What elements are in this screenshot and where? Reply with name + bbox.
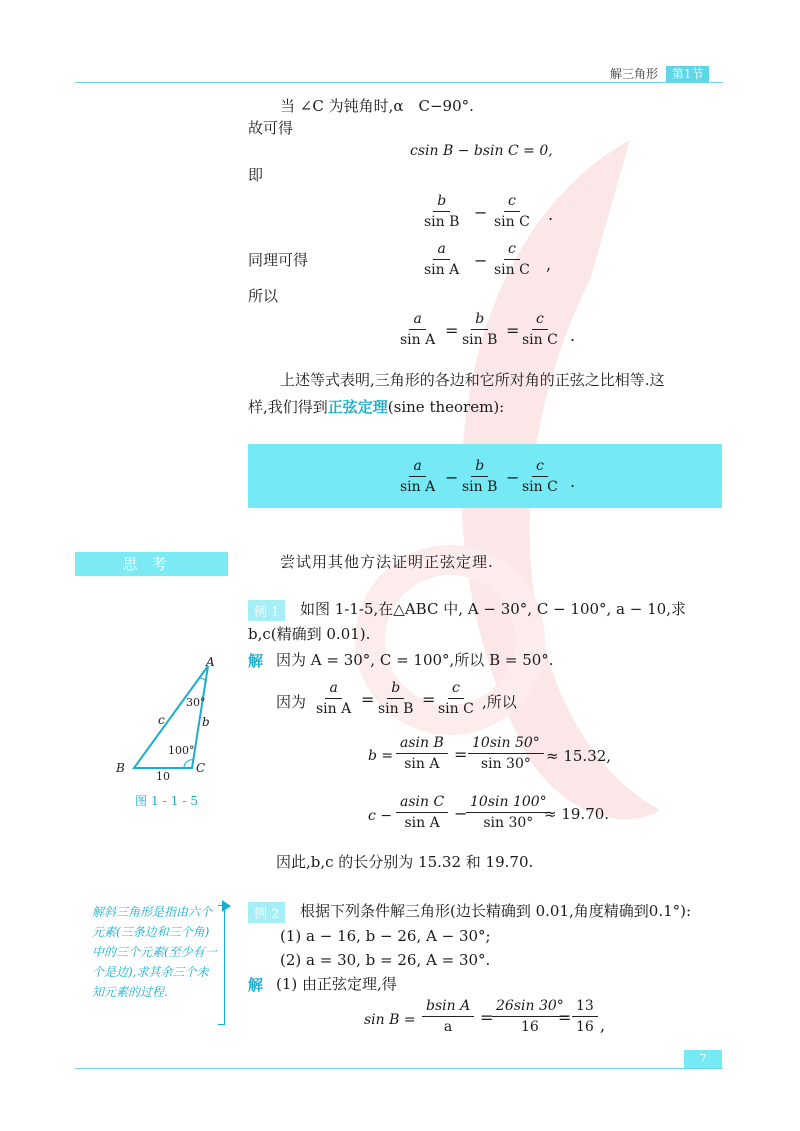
equals-sign: = xyxy=(361,690,375,709)
fraction-13-16: $\frac{13}{16}$ xyxy=(572,998,598,1035)
note-bracket xyxy=(218,905,225,1025)
example-1-label: 例 1 xyxy=(248,600,285,621)
obtuse-angle-line: 当 ∠C 为钝角时,α C−90°. xyxy=(280,97,474,115)
fraction-c-sinC: $\frac{c}{\text{sin C}}$ xyxy=(494,193,530,230)
since-text: 因为 xyxy=(276,693,307,711)
fraction-a-sinA: $\frac{a}{\text{sin A}}$ xyxy=(316,680,352,717)
fraction-26sin30-16: $\frac{26\sin 30^\circ}{16}$ xyxy=(492,998,568,1035)
period: . xyxy=(570,326,576,345)
minus-sign: − xyxy=(506,468,520,487)
fraction-asinC-sinA: $\frac{\text{asin C}}{\text{sin A}}$ xyxy=(396,794,448,831)
period: , xyxy=(600,1016,606,1035)
fraction-bsinA-a: $\frac{\text{bsin A}}{a}$ xyxy=(422,998,474,1035)
example-1-line-1: 如图 1-1-5,在△ABC 中, A − 30°, C − 100°, a − 10,求 xyxy=(300,600,686,618)
b-lhs: b = xyxy=(368,748,394,764)
fraction-c-sinC: $\frac{c}{\text{sin C}}$ xyxy=(522,458,558,495)
equation-csin: csin B − bsin C = 0, xyxy=(410,143,553,159)
side-a-label: 10 xyxy=(156,770,170,783)
comma: , xyxy=(546,255,552,274)
solution-marker: 解 xyxy=(248,652,264,670)
c-lhs: c − xyxy=(368,808,393,824)
header-rule xyxy=(75,82,723,83)
equals-sign: = xyxy=(445,321,459,340)
minus-sign: − xyxy=(445,468,459,487)
period: . xyxy=(570,472,576,491)
fraction-c-sinC: $\frac{c}{\text{sin C}}$ xyxy=(438,680,474,717)
b-result: ≈ 15.32, xyxy=(546,747,612,765)
fraction-10sin100-sin30: $\frac{10\sin 100^\circ}{\sin 30^\circ}$ xyxy=(466,794,551,831)
condition-2: (2) a = 30, b = 26, A = 30°. xyxy=(280,951,491,969)
period: . xyxy=(548,205,554,224)
minus-sign: − xyxy=(454,804,468,823)
vertex-c-label: C xyxy=(196,761,206,775)
minus-sign: − xyxy=(474,203,488,222)
think-prompt: 尝试用其他方法证明正弦定理. xyxy=(280,553,494,571)
conclusion-line-2: 样,我们得到正弦定理(sine theorem): xyxy=(248,398,505,416)
margin-note: 解斜三角形是指由六个元素(三条边和三个角)中的三个元素(至少有一个是边),求其余三个未知元素的过程. xyxy=(92,905,217,999)
equals-sign: = xyxy=(454,745,468,764)
solution-1-line: 因为 A = 30°, C = 100°,所以 B = 50°. xyxy=(276,651,554,669)
therefore-text: 故可得 xyxy=(248,119,294,137)
page-number: 7 xyxy=(684,1050,722,1068)
section-tag: 第1节 xyxy=(666,66,710,82)
fraction-a-sinA: $\frac{a}{\text{sin A}}$ xyxy=(400,311,436,348)
fraction-b-sinB: $\frac{b}{\text{sin B}}$ xyxy=(462,311,498,348)
example-2-label: 例 2 xyxy=(248,902,285,923)
example-1-answer: 因此,b,c 的长分别为 15.32 和 19.70. xyxy=(276,853,534,871)
fraction-b-sinB: $\frac{b}{\text{sin B}}$ xyxy=(424,193,460,230)
fraction-asinB-sinA: $\frac{\text{asin B}}{\text{sin A}}$ xyxy=(396,735,448,772)
sinB-lhs: sin B = xyxy=(364,1012,416,1028)
example-2-solution-1: (1) 由正弦定理,得 xyxy=(276,975,397,993)
minus-sign: − xyxy=(474,251,488,270)
angle-a-label: 30° xyxy=(186,696,206,709)
chapter-title: 解三角形 xyxy=(610,67,659,81)
note-arrow-icon xyxy=(222,900,231,912)
equals-sign: = xyxy=(558,1008,572,1027)
suoyi-text: 所以 xyxy=(248,287,279,305)
ji-text: 即 xyxy=(248,166,264,184)
vertex-b-label: B xyxy=(116,761,125,775)
fraction-b-sinB: $\frac{b}{\text{sin B}}$ xyxy=(378,680,414,717)
fraction-a-sinA: $\frac{a}{\text{sin A}}$ xyxy=(424,241,460,278)
side-c-label: c xyxy=(158,713,165,727)
figure-caption: 图1-1-5 xyxy=(135,794,203,808)
vertex-a-label: A xyxy=(206,656,215,669)
fraction-c-sinC: $\frac{c}{\text{sin C}}$ xyxy=(522,311,558,348)
footer-rule xyxy=(75,1068,723,1069)
fraction-10sin50-sin30: $\frac{10\sin 50^\circ}{\sin 30^\circ}$ xyxy=(468,735,544,772)
think-heading: 思考 xyxy=(75,552,228,576)
fraction-c-sinC: $\frac{c}{\text{sin C}}$ xyxy=(494,241,530,278)
side-b-label: b xyxy=(202,715,210,729)
similarly-text: 同理可得 xyxy=(248,251,309,269)
example-1-line-2: b,c(精确到 0.01). xyxy=(248,625,371,643)
solution-marker: 解 xyxy=(248,976,264,994)
equals-sign: = xyxy=(480,1008,494,1027)
equals-sign: = xyxy=(506,321,520,340)
conclusion-line-1: 上述等式表明,三角形的各边和它所对角的正弦之比相等.这 xyxy=(280,371,665,389)
angle-c-label: 100° xyxy=(168,744,195,757)
condition-1: (1) a − 16, b − 26, A − 30°; xyxy=(280,927,491,945)
triangle-figure xyxy=(112,656,232,786)
c-result: ≈ 19.70. xyxy=(544,805,610,823)
fraction-b-sinB: $\frac{b}{\text{sin B}}$ xyxy=(462,458,498,495)
sine-theorem-term: 正弦定理 xyxy=(327,398,388,416)
example-2-line-1: 根据下列条件解三角形(边长精确到 0.01,角度精确到0.1°): xyxy=(300,902,692,920)
so-text: ,所以 xyxy=(482,693,517,711)
fraction-a-sinA: $\frac{a}{\text{sin A}}$ xyxy=(400,458,436,495)
running-header xyxy=(610,65,709,82)
equals-sign: = xyxy=(422,690,436,709)
